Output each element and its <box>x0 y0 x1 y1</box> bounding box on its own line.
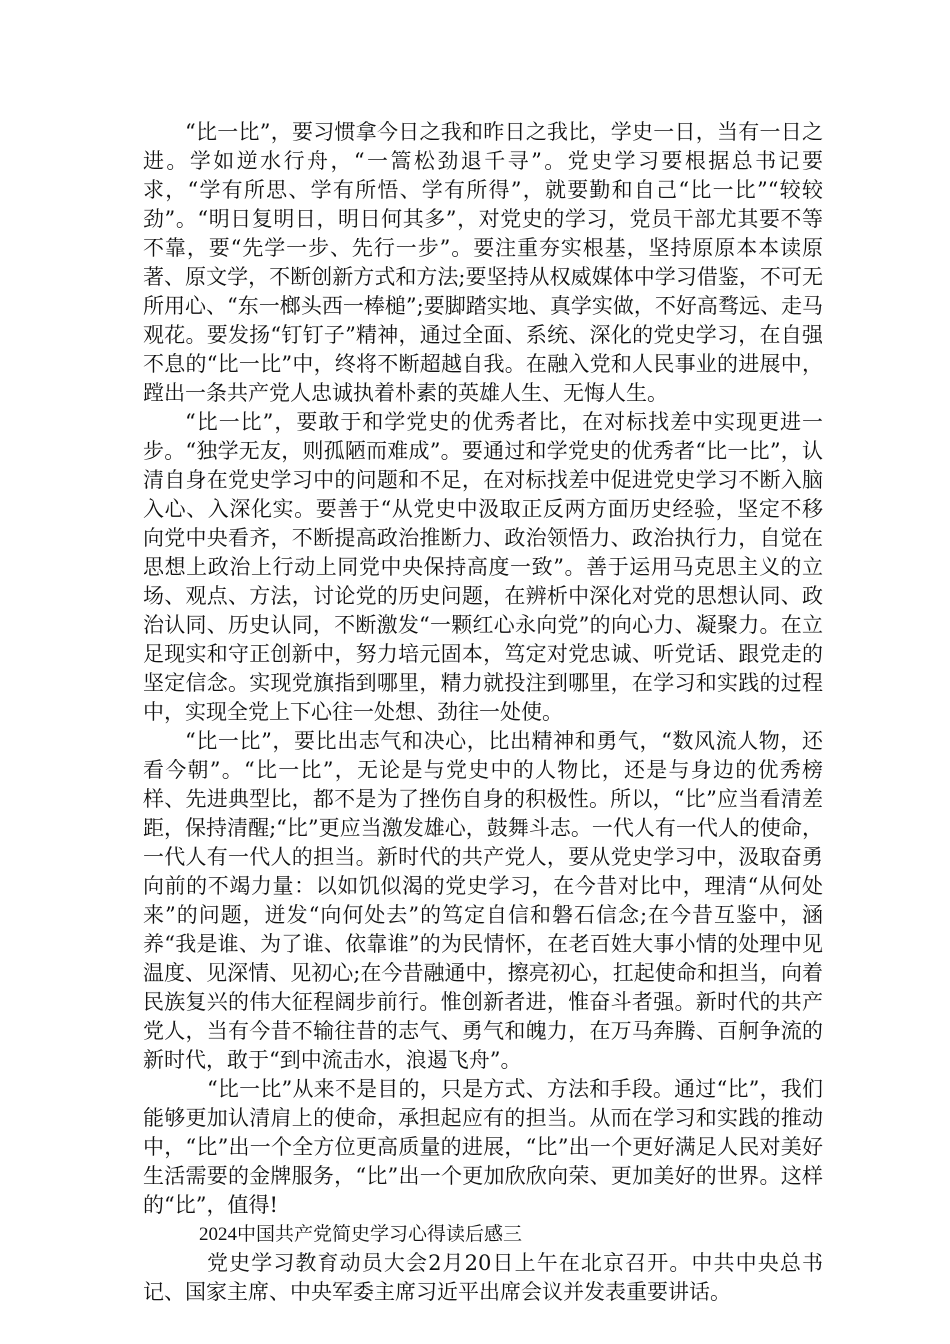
paragraph-4: “比一比”从来不是目的，只是方式、方法和手段。通过“比”，我们能够更加认清肩上的使命，承担起应有的担当。从而在学习和实践的推动中，“比”出一个全方位更高质量的进展，“比”出一个更好满足人民对美好生活需要的金牌服务，“比”出一个更加欣欣向荣、更加美好的世界。这样的“比”，值得! <box>143 1077 823 1217</box>
paragraph-2: “比一比”，要敢于和学党史的优秀者比，在对标找差中实现更进一步。“独学无友，则孤陋而难成”。要通过和学党史的优秀者“比一比”，认清自身在党史学习中的问题和不足，在对标找差中促进党史学习不断入脑入心、入深化实。要善于“从党史中汲取正反两方面历史经验，坚定不移向党中央看齐，不断提高政治推断力、政治领悟力、政治执行力，自觉在思想上政治上行动上同党中央保持高度一致”。善于运用马克思主义的立场、观点、方法，讨论党的历史问题，在辨析中深化对党的思想认同、政治认同、历史认同，不断激发“一颗红心永向党”的向心力、凝聚力。在立足现实和守正创新中，努力培元固本，笃定对党忠诚、听党话、跟党走的坚定信念。实现党旗指到哪里，精力就投注到哪里，在学习和实践的过程中，实现全党上下心往一处想、劲往一处使。 <box>143 410 823 724</box>
section-heading: 2024中国共产党简史学习心得读后感三 <box>199 1224 523 1245</box>
paragraph-1: “比一比”，要习惯拿今日之我和昨日之我比，学史一日，当有一日之进。学如逆水行舟，“一篙松劲退千寻”。党史学习要根据总书记要求，“学有所思、学有所悟、学有所得”，就要勤和自己“比一比”“较较劲”。“明日复明日，明日何其多”，对党史的学习，党员干部尤其要不等不靠，要“先学一步、先行一步”。要注重夯实根基，坚持原原本本读原著、原文学，不断创新方式和方法;要坚持从权威媒体中学习借鉴，不可无所用心、“东一榔头西一棒槌”;要脚踏实地、真学实做，不好高骛远、走马观花。要发扬“钉钉子”精神，通过全面、系统、深化的党史学习，在自强不息的“比一比”中，终将不断超越自我。在融入党和人民事业的进展中，蹚出一条共产党人忠诚执着朴素的英雄人生、无悔人生。 <box>143 120 823 405</box>
closing-paragraph: 党史学习教育动员大会2月20日上午在北京召开。中共中央总书记、国家主席、中央军委主席习近平出席会议并发表重要讲话。 <box>143 1251 823 1304</box>
document-body <box>143 118 823 1307</box>
paragraph-3: “比一比”，要比出志气和决心，比出精神和勇气，“数风流人物，还看今朝”。“比一比”，无论是与党史中的人物比，还是与身边的优秀榜样、先进典型比，都不是为了挫伤自身的积极性。所以，“比”应当看清差距，保持清醒;“比”更应当激发雄心，鼓舞斗志。一代人有一代人的使命，一代人有一代人的担当。新时代的共产党人，要从党史学习中，汲取奋勇向前的不竭力量：以如饥似渴的党史学习，在今昔对比中，理清“从何处来”的问题，迸发“向何处去”的笃定自信和磐石信念;在今昔互鉴中，涵养“我是谁、为了谁、依靠谁”的为民情怀，在老百姓大事小情的处理中见温度、见深情、见初心;在今昔融通中，擦亮初心，扛起使命和担当，向着民族复兴的伟大征程阔步前行。惟创新者进，惟奋斗者强。新时代的共产党人，当有今昔不输往昔的志气、勇气和魄力，在万马奔腾、百舸争流的新时代，敢于“到中流击水，浪遏飞舟”。 <box>143 729 823 1072</box>
